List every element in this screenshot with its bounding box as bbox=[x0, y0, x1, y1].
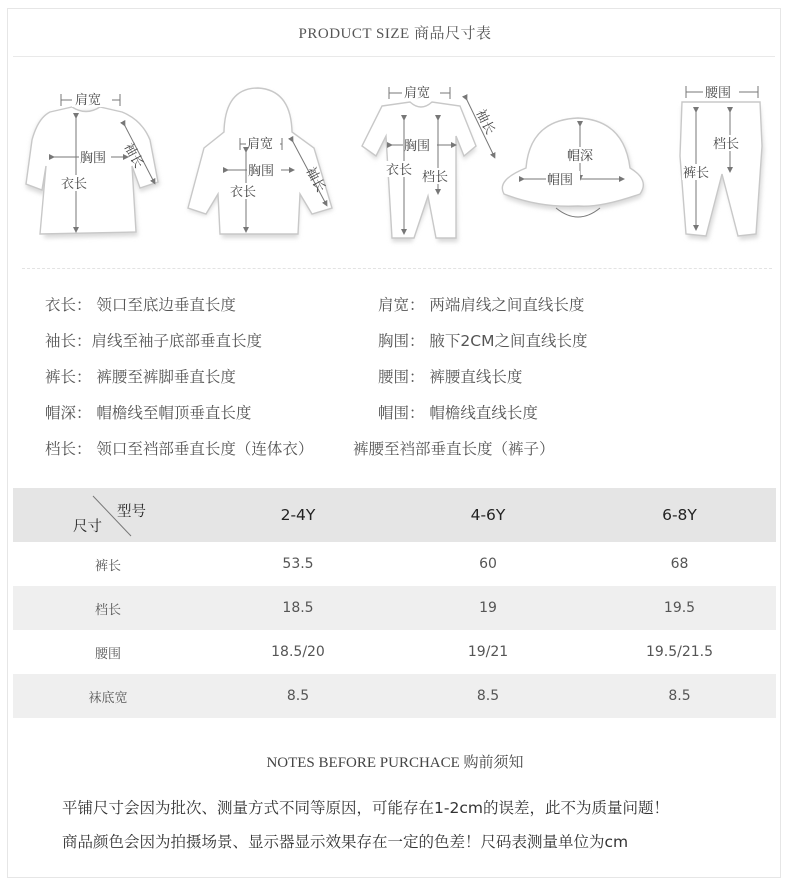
title-divider bbox=[13, 56, 775, 57]
row-label: 裤长 bbox=[94, 558, 121, 574]
size-table bbox=[13, 488, 776, 718]
row-label: 档长 bbox=[13, 586, 203, 630]
note-line: 商品颜色会因为拍摄场景、显示器显示效果存在一定的色差！尺码表测量单位为cm bbox=[62, 833, 629, 851]
dress-shoulder-label: 肩宽 bbox=[75, 93, 102, 108]
table-cell: 18.5/20 bbox=[271, 644, 325, 660]
jacket-sleeve-label: 袖长 bbox=[302, 164, 328, 195]
definition-right: 帽围： 帽檐线直线长度 bbox=[378, 404, 538, 422]
table-row bbox=[13, 630, 776, 674]
table-row bbox=[13, 542, 776, 586]
table-cell: 19 bbox=[393, 586, 583, 630]
definition-left: 档长： 领口至裆部垂直长度（连体衣） bbox=[45, 440, 314, 458]
pants-waist-label: 腰围 bbox=[705, 86, 732, 101]
table-cell: 18.5 bbox=[203, 586, 393, 630]
jacket-chest-label: 胸围 bbox=[248, 164, 275, 179]
corner-header bbox=[13, 488, 203, 542]
table-cell: 19/21 bbox=[467, 644, 509, 660]
romper-length-label: 衣长 bbox=[386, 163, 413, 178]
row-label: 袜底宽 bbox=[13, 674, 203, 718]
row-label: 腰围 bbox=[94, 646, 121, 662]
size-header-label: 尺寸 bbox=[73, 519, 102, 535]
jacket-shoulder-label: 肩宽 bbox=[247, 137, 274, 152]
size-column-header: 2-4Y bbox=[203, 488, 393, 542]
definition-right: 裤腰至裆部垂直长度（裤子） bbox=[353, 440, 555, 458]
hat-depth-label: 帽深 bbox=[567, 149, 594, 164]
pants-figure bbox=[680, 84, 764, 240]
jacket-length-label: 衣长 bbox=[230, 185, 257, 200]
table-cell: 8.5 bbox=[393, 674, 583, 718]
dress-sleeve-label: 袖长 bbox=[120, 140, 146, 171]
table-row bbox=[13, 586, 776, 630]
size-table-header bbox=[13, 488, 776, 542]
table-cell: 8.5 bbox=[583, 674, 776, 718]
hat-figure bbox=[502, 118, 644, 217]
romper-shoulder-label: 肩宽 bbox=[404, 86, 431, 101]
size-column-header: 6-8Y bbox=[583, 488, 776, 542]
notes-title: NOTES BEFORE PURCHACE 购前须知 bbox=[266, 755, 524, 771]
hat-circumference-label: 帽围 bbox=[547, 173, 574, 188]
table-cell: 19.5 bbox=[583, 586, 776, 630]
table-cell: 8.5 bbox=[203, 674, 393, 718]
table-cell: 53.5 bbox=[282, 556, 314, 572]
page-title: PRODUCT SIZE 商品尺寸表 bbox=[298, 26, 492, 42]
romper-figure bbox=[362, 84, 498, 242]
definition-left: 裤长： 裤腰至裤脚垂直长度 bbox=[45, 368, 236, 386]
jacket-figure bbox=[188, 88, 333, 238]
section-divider bbox=[22, 268, 772, 269]
definition-left: 袖长：肩线至袖子底部垂直长度 bbox=[45, 332, 263, 350]
pants-crotch-label: 档长 bbox=[713, 137, 740, 152]
romper-chest-label: 胸围 bbox=[404, 139, 431, 154]
table-cell: 60 bbox=[479, 556, 497, 572]
table-cell: 68 bbox=[670, 556, 689, 572]
pants-length-label: 裤长 bbox=[683, 166, 710, 181]
dress-figure bbox=[26, 91, 160, 238]
definition-left: 帽深： 帽檐线至帽顶垂直长度 bbox=[45, 404, 252, 422]
definition-right: 腰围： 裤腰直线长度 bbox=[378, 368, 523, 386]
table-row bbox=[13, 674, 776, 718]
dress-chest-label: 胸围 bbox=[80, 151, 107, 166]
size-column-header: 4-6Y bbox=[393, 488, 583, 542]
note-line: 平铺尺寸会因为批次、测量方式不同等原因，可能存在1-2cm的误差，此不为质量问题！ bbox=[62, 799, 669, 817]
definition-right: 肩宽： 两端肩线之间直线长度 bbox=[378, 296, 585, 314]
romper-sleeve-label: 袖长 bbox=[472, 107, 498, 138]
dress-length-label: 衣长 bbox=[61, 177, 88, 192]
definition-left: 衣长： 领口至底边垂直长度 bbox=[45, 296, 236, 314]
table-cell: 19.5/21.5 bbox=[645, 644, 714, 660]
measurement-diagram bbox=[0, 70, 790, 260]
romper-crotch-label: 档长 bbox=[422, 170, 449, 185]
model-header-label: 型号 bbox=[117, 504, 146, 520]
definition-right: 胸围： 腋下2CM之间直线长度 bbox=[378, 332, 588, 350]
